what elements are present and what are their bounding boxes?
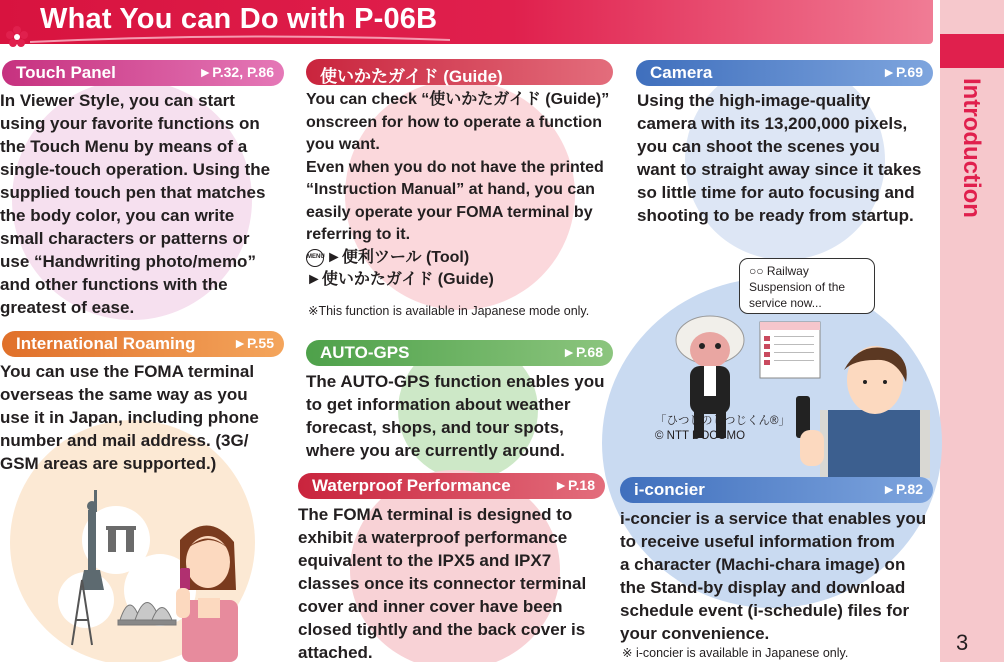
bubble-line: service now... [749,296,822,310]
text-line: single-touch operation. Using the [0,160,271,179]
text-line: shooting to be ready from startup. [637,206,914,225]
text-line: referring to it. [306,226,411,243]
waterproof-title: Waterproof Performance [312,476,511,495]
text-line: the Stand-by display and download [620,578,906,597]
page-title: What You can Do with P-06B [40,3,438,35]
guide-title: 使いかたガイド (Guide) [320,67,503,86]
waterproof-header [298,473,605,499]
roaming-header [2,331,284,357]
iconcier-note: ※ i-concier is available in Japanese only. [622,646,849,660]
roaming-illustration [20,470,260,662]
text-line: to get information about weather [306,395,571,414]
text-line: GSM areas are supported.) [0,454,217,473]
side-tab-label [940,68,1004,248]
waterproof-ref: ►P.18 [554,477,595,493]
touch-panel-text [0,89,290,319]
text-line: a character (Machi-chara image) on [620,555,906,574]
header-swoosh [30,34,450,44]
iconcier-illustration [660,300,930,478]
camera-header [636,60,933,86]
text-line: the Touch Menu by means of a [0,137,248,156]
text-line: attached. [298,643,373,662]
text-line: “Instruction Manual” at hand, you can [306,181,595,198]
touch-panel-title: Touch Panel [16,63,116,82]
guide-step1-row [306,247,626,270]
side-tab-band [940,34,1004,68]
text-line: your convenience. [620,624,770,643]
iconcier-text [620,507,940,645]
text-line: You can use the FOMA terminal [0,362,255,381]
text-line: small characters or patterns or [0,229,250,248]
text-line: using your favorite functions on [0,114,260,133]
text-line: i-concier is a service that enables you [620,509,927,528]
bubble-line: ○○ Railway [749,264,809,278]
text-line: exhibit a waterproof performance [298,528,568,547]
text-line: camera with its 13,200,000 pixels, [637,114,908,133]
guide-note: ※This function is available in Japanese mode only. [308,304,590,318]
text-line: you want. [306,136,380,153]
roaming-ref: ►P.55 [233,335,274,351]
text-line: closed tightly and the back cover is [298,620,586,639]
waterproof-text [298,503,618,662]
menu-key-icon: MENU [306,249,324,267]
text-line: so little time for auto focusing and [637,183,915,202]
camera-text [637,89,937,227]
iconcier-title: i-concier [634,480,705,499]
page-number: 3 [956,630,969,655]
guide-step1: ►便利ツール (Tool) [326,248,470,266]
text-line: Even when you do not have the printed [306,158,604,176]
text-line: The AUTO-GPS function enables you [306,372,605,391]
camera-ref: ►P.69 [882,64,923,80]
text-line: Using the high-image-quality [637,91,871,110]
roaming-text [0,360,290,475]
text-line: supplied touch pen that matches [0,183,266,202]
iconcier-ref: ►P.82 [882,481,923,497]
text-line: forecast, shops, and tour spots, [306,418,564,437]
text-line: number and mail address. (3G/ [0,431,249,450]
credit-line: 「ひつじのしつじくん®」 [655,415,790,427]
text-line: equivalent to the IPX5 and IPX7 [298,551,552,570]
touch-panel-ref: ►P.32, P.86 [198,64,274,80]
flower-icon [4,24,30,50]
side-tab [940,0,1004,662]
text-line: onscreen for how to operate a function [306,113,603,131]
speech-bubble [739,258,875,314]
text-line: use it in Japan, including phone [0,408,259,427]
bubble-line: Suspension of the [749,280,846,294]
iconcier-header [620,477,933,503]
side-tab-label-text: Introduction [958,78,985,218]
text-line: the body color, you can write [0,206,235,225]
text-line: The FOMA terminal is designed to [298,505,573,524]
auto-gps-text [306,370,626,462]
text-line: You can check “使いかたガイド (Guide)” [306,91,610,108]
camera-title: Camera [650,63,713,82]
text-line: and other functions with the [0,275,228,294]
guide-header [306,59,613,85]
auto-gps-title: AUTO-GPS [320,343,410,362]
auto-gps-ref: ►P.68 [562,344,603,360]
touch-panel-header [2,60,284,86]
credit-line: © NTT DOCOMO [655,430,746,442]
text-line: overseas the same way as you [0,385,248,404]
auto-gps-header [306,340,613,366]
text-line: want to straight away since it takes [637,160,922,179]
text-line: greatest of ease. [0,298,135,317]
text-line: cover and inner cover have been [298,597,563,616]
text-line: schedule event (i-schedule) files for [620,601,910,620]
roaming-title: International Roaming [16,334,196,353]
text-line: In Viewer Style, you can start [0,91,235,110]
text-line: classes once its connector terminal [298,574,587,593]
character-credit [655,414,790,444]
page-header [0,0,933,44]
text-line: use “Handwriting photo/memo” [0,252,256,271]
guide-text [306,89,626,292]
text-line: you can shoot the scenes you [637,137,880,156]
guide-step2: ►使いかたガイド (Guide) [306,271,494,288]
text-line: where you are currently around. [306,441,565,460]
text-line: to receive useful information from [620,532,895,551]
text-line: easily operate your FOMA terminal by [306,203,593,221]
